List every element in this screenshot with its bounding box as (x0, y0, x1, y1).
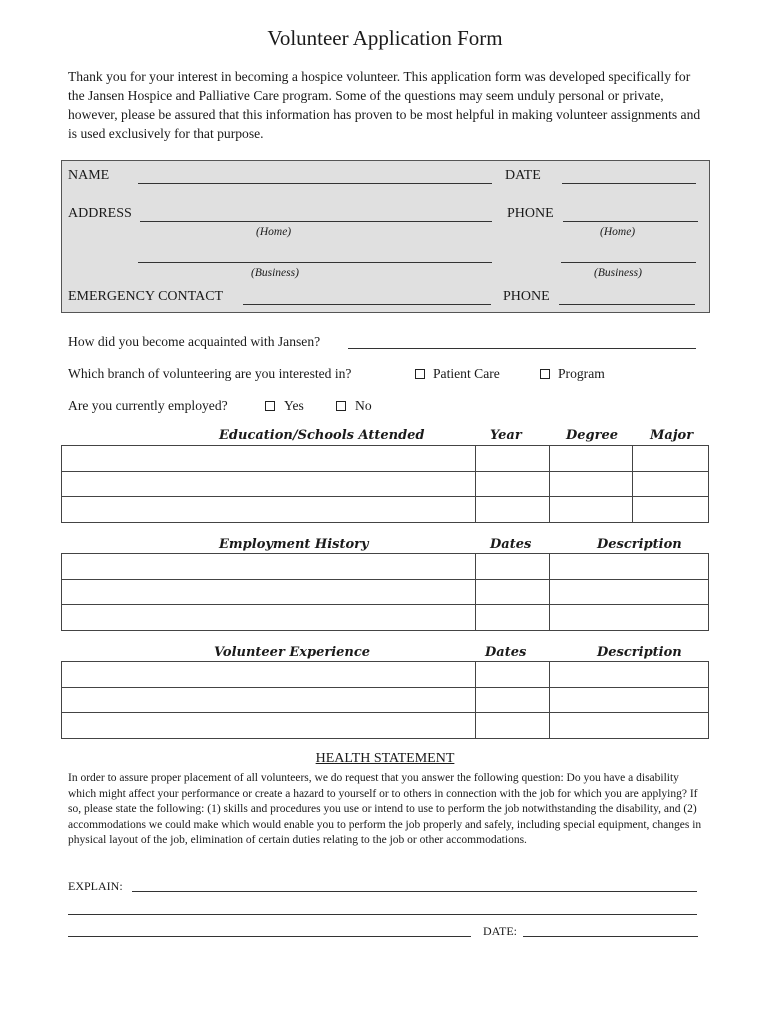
date-field[interactable] (562, 183, 696, 184)
table-row (62, 554, 709, 580)
table-row (62, 687, 709, 713)
explain-field-line-2[interactable] (68, 914, 697, 915)
table-cell[interactable] (476, 471, 550, 497)
table-row (62, 605, 709, 631)
table-row (62, 579, 709, 605)
acquainted-question: How did you become acquainted with Jansen? (68, 334, 321, 349)
table-cell[interactable] (476, 554, 550, 580)
explain-field-line-3[interactable] (68, 936, 471, 937)
health-statement-heading: HEALTH STATEMENT (315, 751, 455, 766)
health-date-field[interactable] (523, 936, 698, 937)
name-label: NAME (68, 168, 110, 183)
table-cell[interactable] (62, 713, 476, 739)
emergency-contact-field[interactable] (243, 304, 491, 305)
emergency-contact-label: EMERGENCY CONTACT (68, 289, 224, 304)
business-phone-field[interactable] (561, 262, 696, 263)
table-cell[interactable] (633, 446, 709, 472)
table-cell[interactable] (550, 554, 709, 580)
table-cell[interactable] (550, 579, 709, 605)
table-cell[interactable] (476, 446, 550, 472)
employed-yes-label: Yes (284, 398, 304, 413)
table-cell[interactable] (62, 471, 476, 497)
table-row (62, 713, 709, 739)
table-cell[interactable] (550, 713, 709, 739)
table-cell[interactable] (550, 471, 633, 497)
emergency-phone-field[interactable] (559, 304, 695, 305)
table-cell[interactable] (550, 605, 709, 631)
health-statement-text: In order to assure proper placement of all volunteers, we do request that you answer the following question: Do you have a disability which might affect your performance or create a hazard to yourself or to others in connection with the job for which you are applying? If so, please state the following: (1) skills and procedures you use or intend to use to perform the job notwithstanding the disability, and (2) accommodations we could make which would enable you to perform the job properly and safely, including special equipment, changes in physical layout of the job, elimination of certain duties relating to the job or other accommodations. (68, 772, 702, 847)
program-checkbox[interactable] (540, 369, 550, 379)
education-table (61, 445, 709, 523)
table-row (62, 446, 709, 472)
patient-care-label: Patient Care (433, 366, 500, 381)
date-label: DATE (505, 168, 541, 183)
volunteer-description-header: Description (597, 645, 682, 660)
volunteer-dates-header: Dates (485, 645, 527, 660)
table-cell[interactable] (62, 579, 476, 605)
contact-info-box (61, 160, 710, 313)
explain-label: EXPLAIN: (68, 879, 123, 893)
home-phone-caption: (Home) (600, 226, 636, 238)
employed-no-checkbox[interactable] (336, 401, 346, 411)
table-cell[interactable] (550, 497, 633, 523)
table-cell[interactable] (62, 497, 476, 523)
health-date-label: DATE: (483, 924, 517, 938)
table-cell[interactable] (550, 687, 709, 713)
table-cell[interactable] (550, 662, 709, 688)
volunteer-header: Volunteer Experience (214, 645, 371, 660)
name-field[interactable] (138, 183, 492, 184)
home-phone-field[interactable] (563, 221, 698, 222)
volunteer-table (61, 661, 709, 739)
table-cell[interactable] (62, 605, 476, 631)
table-cell[interactable] (62, 446, 476, 472)
education-degree-header: Degree (566, 428, 619, 443)
business-phone-caption: (Business) (594, 267, 642, 279)
table-row (62, 471, 709, 497)
table-cell[interactable] (633, 471, 709, 497)
employed-yes-checkbox[interactable] (265, 401, 275, 411)
employment-description-header: Description (597, 537, 682, 552)
education-header: Education/Schools Attended (219, 428, 425, 443)
patient-care-checkbox[interactable] (415, 369, 425, 379)
table-row (62, 662, 709, 688)
intro-paragraph: Thank you for your interest in becoming a hospice volunteer. This application form was developed specifically for the Jansen Hospice and Palliative Care program. Some of the questions may seem unduly personal or private, however, please be assured that this information has proven to be most helpful in making volunteer assignments and is used exclusively for that purpose. (68, 69, 701, 141)
employment-dates-header: Dates (490, 537, 532, 552)
business-address-caption: (Business) (251, 267, 299, 279)
education-major-header: Major (650, 428, 694, 443)
education-year-header: Year (490, 428, 522, 443)
employment-table (61, 553, 709, 631)
table-cell[interactable] (633, 497, 709, 523)
business-address-field[interactable] (138, 262, 492, 263)
form-title: Volunteer Application Form (267, 26, 503, 50)
table-cell[interactable] (476, 579, 550, 605)
table-cell[interactable] (476, 605, 550, 631)
table-cell[interactable] (476, 497, 550, 523)
branch-question: Which branch of volunteering are you interested in? (68, 366, 352, 381)
address-label: ADDRESS (68, 206, 132, 221)
program-label: Program (558, 366, 605, 381)
employed-no-label: No (355, 398, 372, 413)
explain-field-line-1[interactable] (132, 891, 697, 892)
table-cell[interactable] (476, 662, 550, 688)
table-cell[interactable] (62, 662, 476, 688)
table-cell[interactable] (62, 554, 476, 580)
home-phone-label: PHONE (507, 206, 554, 221)
home-address-field[interactable] (140, 221, 492, 222)
table-row (62, 497, 709, 523)
table-cell[interactable] (476, 713, 550, 739)
employment-header: Employment History (219, 537, 369, 552)
employed-question: Are you currently employed? (68, 398, 228, 413)
table-cell[interactable] (62, 687, 476, 713)
acquainted-field[interactable] (348, 348, 696, 349)
emergency-phone-label: PHONE (503, 289, 550, 304)
table-cell[interactable] (476, 687, 550, 713)
home-address-caption: (Home) (256, 226, 292, 238)
table-cell[interactable] (550, 446, 633, 472)
